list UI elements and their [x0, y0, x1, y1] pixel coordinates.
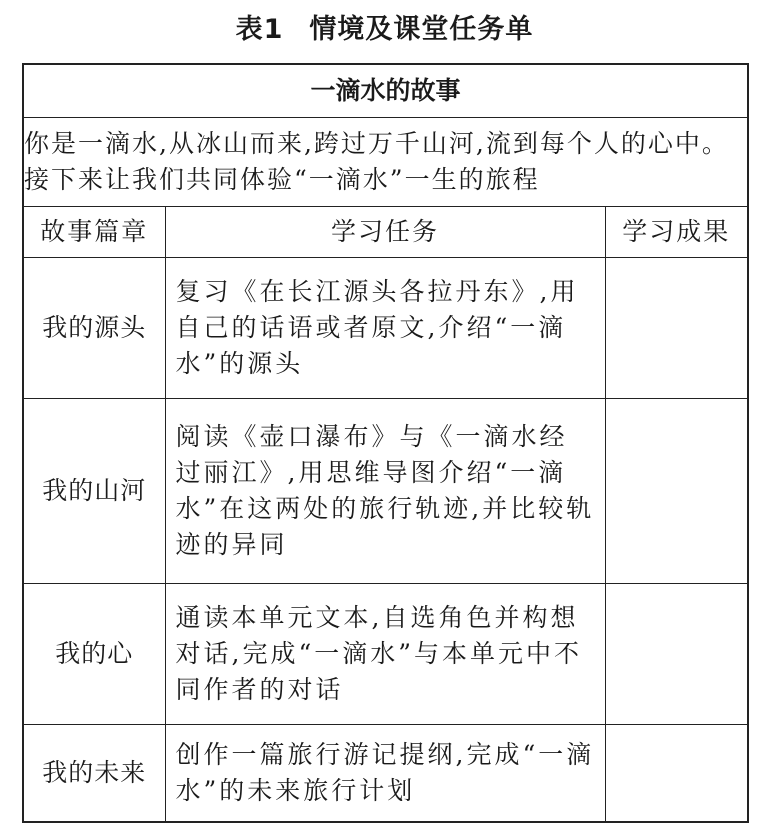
table-number: 表1: [235, 14, 284, 45]
chapter-cell: 我的源头: [23, 258, 165, 399]
story-title: 一滴水的故事: [23, 64, 748, 118]
chapter-cell: 我的未来: [23, 725, 165, 823]
task-cell: 复习《在长江源头各拉丹东》,用自己的话语或者原文,介绍“一滴水”的源头: [165, 258, 605, 399]
result-cell: [605, 258, 748, 399]
task-cell: 阅读《壶口瀑布》与《一滴水经过丽江》,用思维导图介绍“一滴水”在这两处的旅行轨迹,并比较轨迹的异同: [165, 399, 605, 584]
story-title-row: [23, 64, 748, 118]
story-intro: 你是一滴水,从冰山而来,跨过万千山河,流到每个人的心中。接下来让我们共同体验“一滴水”一生的旅程: [23, 118, 748, 207]
result-cell: [605, 584, 748, 725]
header-chapter: 故事篇章: [23, 207, 165, 258]
task-sheet-table: [22, 63, 749, 823]
header-task: 学习任务: [165, 207, 605, 258]
header-result: 学习成果: [605, 207, 748, 258]
table-row: [23, 584, 748, 725]
table-row: [23, 725, 748, 823]
table-caption-title: 情境及课堂任务单: [309, 14, 534, 45]
intro-row: [23, 118, 748, 207]
chapter-cell: 我的心: [23, 584, 165, 725]
result-cell: [605, 399, 748, 584]
table-row: [23, 399, 748, 584]
chapter-cell: 我的山河: [23, 399, 165, 584]
result-cell: [605, 725, 748, 823]
task-cell: 创作一篇旅行游记提纲,完成“一滴水”的未来旅行计划: [165, 725, 605, 823]
header-row: [23, 207, 748, 258]
table-row: [23, 258, 748, 399]
task-cell: 通读本单元文本,自选角色并构想对话,完成“一滴水”与本单元中不同作者的对话: [165, 584, 605, 725]
table-caption: [0, 10, 769, 50]
